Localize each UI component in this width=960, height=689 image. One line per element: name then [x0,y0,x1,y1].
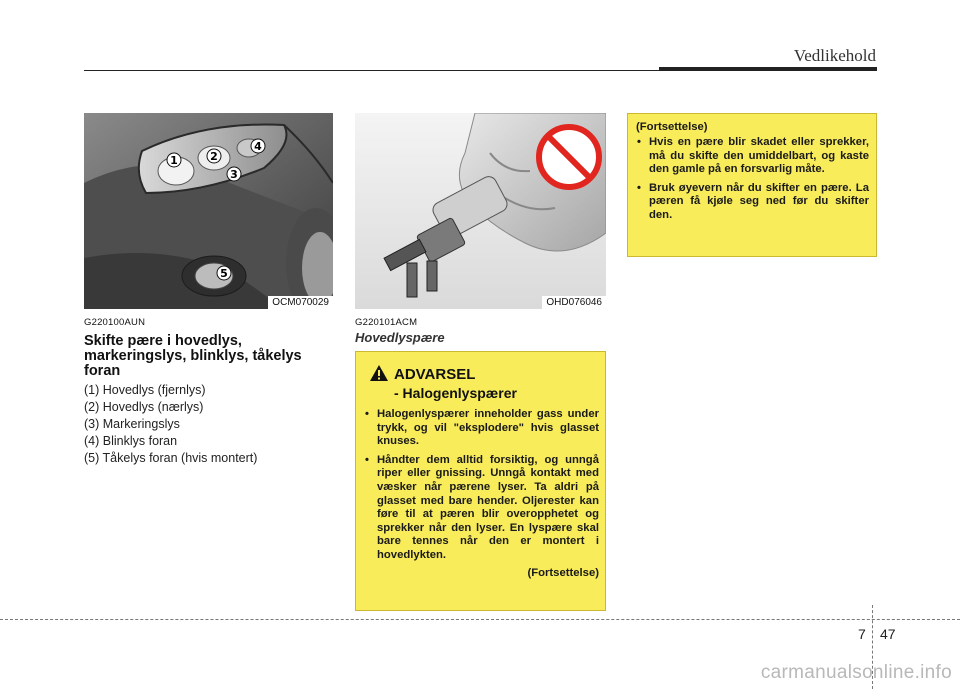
warning-label: ADVARSEL [394,366,476,383]
bulb-photo [355,113,606,309]
page-chapter: 7 [858,626,866,642]
watermark: carmanualsonline.info [760,662,952,683]
section-subtitle: Hovedlyspære [355,330,445,345]
header-rule [84,70,659,71]
callout-5: 5 [220,267,228,280]
page-number: 47 [880,626,896,642]
warning-box [355,351,606,611]
warning-triangle-icon [369,364,389,382]
warning-bullet: • Håndter dem alltid forsiktig, og unngå riper eller gnissing. Unngå kontakt med væsker når pærene lyser. Ta aldri på glasset med bare hender. Oljerester kan føre til at pæren blir overopphetet og sprekker når den lyser. En lyspære skal bare tennes når den er montert i hovedlykten. [364,454,599,563]
photo-code: OCM070029 [268,296,333,309]
headlamp-photo [84,113,333,309]
continued-label: (Fortsettelse) [527,566,599,579]
callout-3: 3 [230,168,238,181]
section-code: G220100AUN [84,317,146,328]
warning-bullet: • Bruk øyevern når du skifter en pære. La pæren få kjøle seg ned før du skifter den. [636,182,869,223]
list-item: (2) Hovedlys (nærlys) [84,400,204,414]
callout-4: 4 [254,140,262,153]
list-item: (3) Markeringslys [84,417,180,431]
lamp-list [84,382,257,467]
warning-bullet: • Hvis en pære blir skadet eller sprekker, må du skifte den umiddelbart, og kaste den gamle på en forsvarlig måte. [636,136,869,177]
header-title: Vedlikehold [793,46,876,65]
header-rule-accent [659,67,877,71]
section-title: Skifte pære i hovedlys, markeringslys, blinklys, tåkelys foran [84,333,302,379]
list-item: (4) Blinklys foran [84,434,178,448]
bulb-illustration [355,113,606,309]
warning-bullet: • Halogenlyspærer inneholder gass under trykk, og vil "eksplodere" hvis glasset knuses. [364,408,599,449]
warning-subtitle: - Halogenlyspærer [394,385,517,401]
footer-rule [0,619,960,620]
photo-code: OHD076046 [542,296,606,309]
prohibited-icon [539,127,599,187]
callout-2: 2 [210,150,218,163]
section-code: G220101ACM [355,317,418,328]
headlamp-illustration [84,113,333,309]
list-item: (5) Tåkelys foran (hvis montert) [84,451,258,465]
continuation-box [627,113,877,257]
list-item: (1) Hovedlys (fjernlys) [84,383,206,397]
continued-label: (Fortsettelse) [636,121,708,133]
callout-1: 1 [170,154,178,167]
